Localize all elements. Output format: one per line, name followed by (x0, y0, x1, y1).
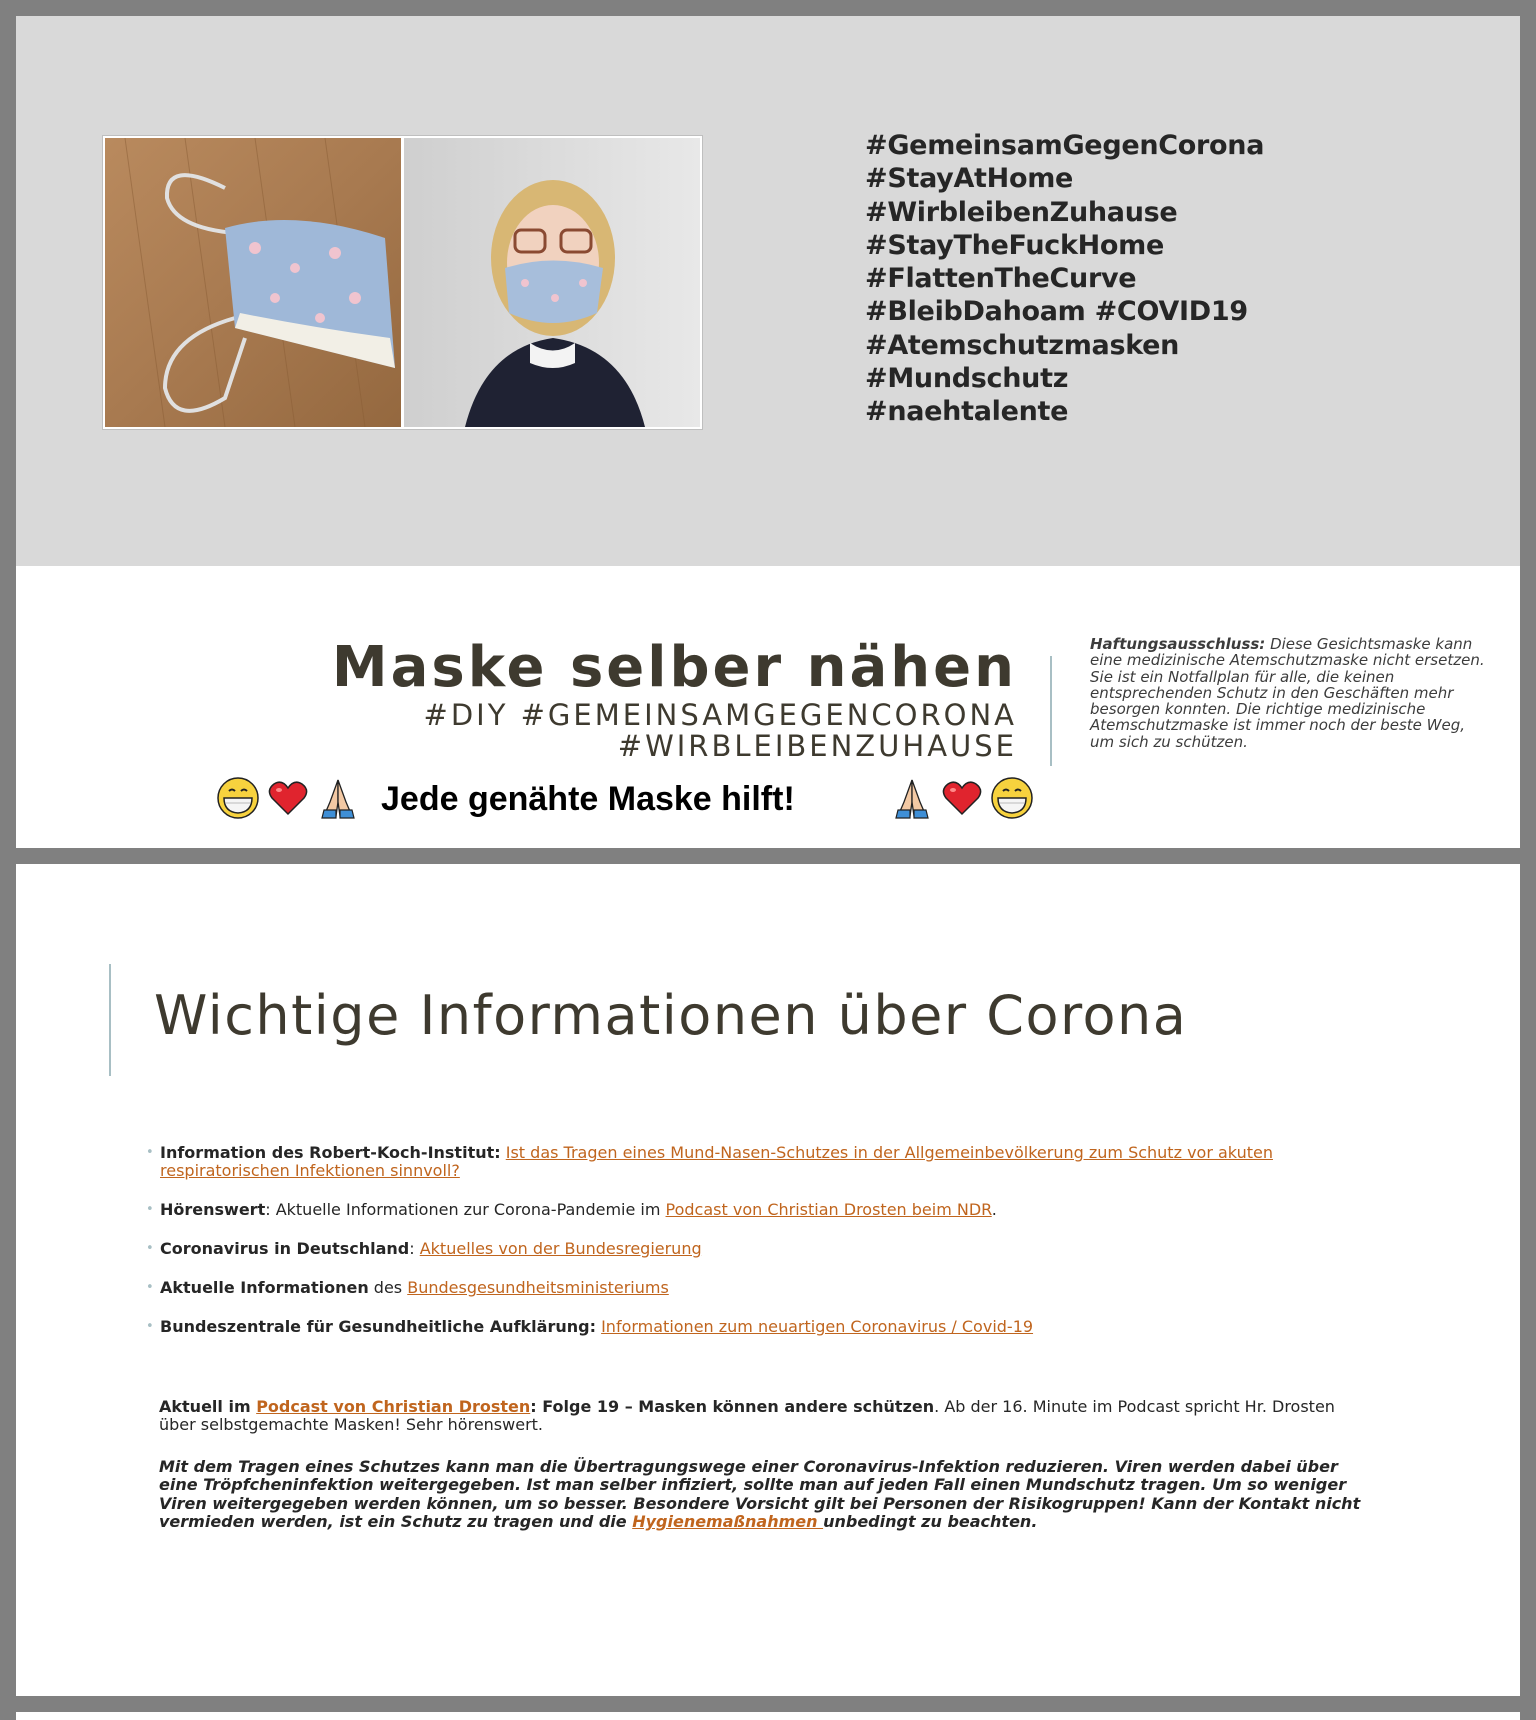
face-with-mask-icon (990, 776, 1034, 820)
hashtag-item: #StayTheFuckHome (865, 229, 1164, 261)
list-item-label: Hörenswert (160, 1200, 266, 1219)
bundesregierung-link[interactable]: Aktuelles von der Bundesregierung (419, 1239, 702, 1258)
list-item-label: Bundeszentrale für Gesundheitliche Aufklärung: (160, 1317, 596, 1336)
info-list (146, 1144, 1366, 1357)
podcast-paragraph (159, 1398, 1359, 1434)
mask-photos-image (105, 138, 700, 427)
hashtag-list (865, 129, 1264, 429)
hashtag-item: #StayAtHome (865, 163, 1074, 195)
hashtag-item: #BleibDahoam #COVID19 (865, 296, 1248, 328)
list-item (146, 1144, 1366, 1180)
hashtag-item: #Atemschutzmasken (865, 329, 1180, 361)
list-item (146, 1201, 1366, 1219)
hygiene-measures-link[interactable]: Hygienemaßnahmen (632, 1512, 824, 1532)
red-heart-icon (940, 776, 984, 820)
list-item (146, 1279, 1366, 1297)
red-heart-icon (266, 776, 310, 820)
praying-hands-icon (316, 776, 360, 820)
subtitle-line-1: #DIY #GEMEINSAMGEGENCORONA (423, 698, 1017, 732)
list-item-label: Aktuelle Informationen (160, 1278, 369, 1297)
slide-title-banner (16, 566, 1520, 848)
hashtag-item: #GemeinsamGegenCorona (865, 130, 1265, 161)
podcast-episode: : Folge 19 – Masken können andere schützen (530, 1397, 935, 1416)
disclaimer-label: Haftungsausschluss: (1090, 635, 1266, 653)
disclaimer-text (1090, 636, 1485, 750)
list-item-text: : (409, 1239, 420, 1258)
list-item-text: : Aktuelle Informationen zur Corona-Pandemie im (265, 1200, 666, 1219)
mask-photo-collage (103, 136, 702, 429)
hashtag-item: #Mundschutz (865, 363, 1069, 395)
list-item-label: Information des Robert-Koch-Institut: (160, 1143, 501, 1162)
podcast-prefix: Aktuell im (159, 1397, 257, 1416)
tagline-text: Jede genähte Maske hilft! (381, 780, 795, 818)
drosten-ndr-podcast-link[interactable]: Podcast von Christian Drosten beim NDR (665, 1200, 992, 1219)
praying-hands-icon (890, 776, 934, 820)
drosten-podcast-link[interactable]: Podcast von Christian Drosten (256, 1397, 531, 1416)
warning-paragraph (159, 1458, 1364, 1532)
hashtag-item: #naehtalente (865, 396, 1069, 428)
list-item-text: des (368, 1278, 408, 1297)
subtitle-line-2: #WIRBLEIBENZUHAUSE (617, 729, 1017, 763)
bzga-covid-link[interactable]: Informationen zum neuartigen Coronavirus / Covid-19 (601, 1317, 1034, 1336)
hashtag-item: #WirbleibenZuhause (865, 196, 1178, 228)
title-block (332, 636, 1017, 762)
main-title: Maske selber nähen (331, 635, 1017, 700)
next-slide-edge (16, 1712, 1520, 1720)
list-item-suffix: . (991, 1200, 997, 1219)
list-item-label: Coronavirus in Deutschland (160, 1239, 410, 1258)
slide-corona-info (16, 864, 1520, 1696)
tagline-row (216, 772, 1036, 828)
rki-mask-link[interactable]: Ist das Tragen eines Mund-Nasen-Schutzes in der Allgemeinbevölkerung zum Schutz vor akuten respiratorischen Infektionen sinnvoll? (160, 1143, 1273, 1180)
emoji-group-left (216, 776, 360, 820)
warning-text: Mit dem Tragen eines Schutzes kann man die Übertragungswege einer Coronavirus-Infektion reduzieren. Viren werden dabei über eine Tröpfcheninfektion weitergegeben. Ist man selber infiziert, sollte man auf jeden Fall einen Mundschutz tragen. Um so weniger Viren weitergegeben werden können, um so besser. Besondere Vorsicht gilt bei Personen der Risikogruppen! Kann der Kontakt nicht vermieden werden, ist ein Schutz zu tragen und die (159, 1457, 1361, 1532)
disclaimer-body: Diese Gesichtsmaske kann eine medizinische Atemschutzmaske nicht ersetzen. Sie ist ein Notfallplan für alle, die keinen entsprechenden Schutz in den Geschäften mehr besorgen konnten. Die richtige medizinische Atemschutzmaske ist immer noch der beste Weg, um sich zu schützen. (1090, 635, 1485, 751)
list-item (146, 1318, 1366, 1336)
hashtag-item: #FlattenTheCurve (865, 263, 1137, 295)
slide-hashtags (16, 16, 1520, 566)
warning-suffix: unbedingt zu beachten. (823, 1512, 1038, 1532)
face-with-mask-icon (216, 776, 260, 820)
emoji-group-right (890, 776, 1034, 820)
section-title: Wichtige Informationen über Corona (154, 984, 1188, 1047)
list-item (146, 1240, 1366, 1258)
gesundheitsministerium-link[interactable]: Bundesgesundheitsministeriums (407, 1278, 669, 1297)
title-accent-bar (109, 964, 111, 1076)
podcast-text: . Ab der 16. Minute im Podcast spricht Hr. Drosten über selbstgemachte Masken! Sehr hörenswert. (159, 1397, 1335, 1434)
vertical-divider (1050, 656, 1052, 766)
